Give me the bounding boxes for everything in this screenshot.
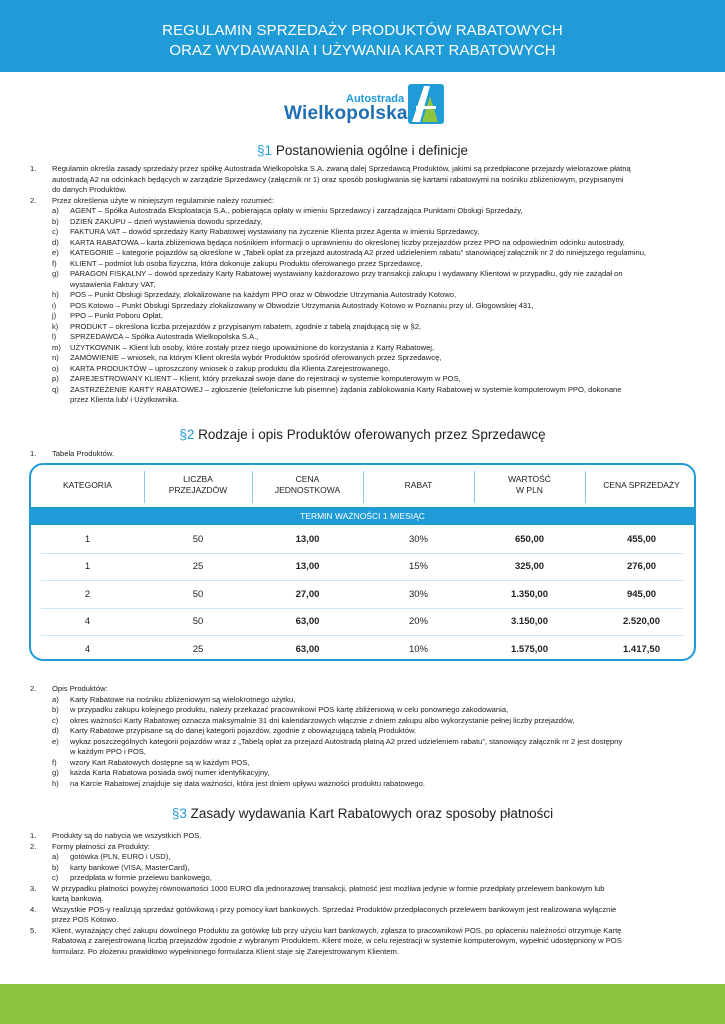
list-item-text: w każdym PPO i POS, xyxy=(70,747,146,756)
table-cell: 325,00 xyxy=(514,561,545,572)
table-cell: 30% xyxy=(408,588,428,600)
list-item-text: POS – Punkt Obsługi Sprzedaży, zlokalizowane na każdym PPO oraz w Obwodzie Utrzymania Autostrady Kotowo, xyxy=(70,290,457,299)
item-number: 3. xyxy=(30,883,37,893)
table-header-cell xyxy=(474,465,585,505)
list-marker: n) xyxy=(52,353,59,362)
document-title-line2: ORAZ WYDAWANIA I UŻYWANIA KART RABATOWYCH xyxy=(169,42,556,59)
item-text: formularz. Po złożeniu prawidłowo wypełnionego formularza Klient staje się Zarejestrowanym Klientem. xyxy=(52,946,399,956)
table-cell: 15% xyxy=(408,561,428,572)
products-table xyxy=(29,463,696,661)
list-item-text: FAKTURA VAT – dowód sprzedaży Karty Rabatowej wystawiany na życzenie Klienta przez Agenta w imieniu Sprzedawcy, xyxy=(70,227,480,236)
list-marker: d) xyxy=(52,726,59,735)
list-item-text: ZASTRZEŻENIE KARTY RABATOWEJ – zgłoszenie (telefoniczne lub pisemne) żądania zablokowania Karty Rabatowej w systemie komputerowym PPO, dokonane xyxy=(70,384,622,394)
company-logo xyxy=(284,84,444,128)
table-header-cell xyxy=(585,465,696,505)
header-label: CENA SPRZEDAŻY xyxy=(603,479,680,490)
item-text: Formy płatności za Produkty: xyxy=(52,841,150,851)
list-item-text: KATEGORIE – kategorie pojazdów są określone w „Tabeli opłat za przejazd autostradą A2 przed udzieleniem rabatu” stanowiącej załącznik nr 2 do niniejszego regulaminu, xyxy=(70,248,647,257)
table-cell: 27,00 xyxy=(295,588,320,600)
list-marker: b) xyxy=(52,705,59,714)
validity-band: TERMIN WAŻNOŚCI 1 MIESIĄC xyxy=(31,507,694,525)
header-label: KATEGORIA xyxy=(63,479,112,490)
list-item-text: POS Kotowo – Punkt Obsługi Sprzedaży zlokalizowany w Obwodzie Utrzymania Autostrady Kotowo w Poznaniu przy ul. Głogowskiej 431, xyxy=(70,300,534,310)
section-title: Rodzaje i opis Produktów oferowanych przez Sprzedawcę xyxy=(198,427,546,442)
footer-band xyxy=(0,984,725,1024)
column-divider xyxy=(252,471,253,503)
list-item-text: PRODUKT – określona liczba przejazdów z przypisanym rabatem, zgodnie z tabelą znajdującą się w §2, xyxy=(70,321,422,331)
table-cell: 63,00 xyxy=(295,643,320,655)
list-item-text: AGENT – Spółka Autostrada Eksploatacja S.A., pobierająca opłaty w imieniu Sprzedawcy i zarządzająca Punktami Obsługi Sprzedaży, xyxy=(70,206,523,215)
column-divider xyxy=(585,471,586,503)
table-cell: 63,00 xyxy=(295,616,320,627)
list-item-text: gotówka (PLN, EURO i USD), xyxy=(70,852,171,861)
item-text: Produkty są do nabycia we wszystkich POS. xyxy=(52,831,202,840)
table-cell: 4 xyxy=(84,643,91,655)
header-label: CENA xyxy=(295,474,320,484)
section-heading xyxy=(0,427,725,442)
list-marker: d) xyxy=(52,237,59,247)
item-number: 1. xyxy=(30,164,37,173)
item-text: Rabatową z zarejestrowaną liczbą przejazdów zgodnie z wybranym Produktem. Klient może, w celu rejestracji w systemie komputerowym, wypełnić udostępniony w POS xyxy=(52,936,622,945)
table-cell: 2 xyxy=(84,588,91,600)
item-number: 5. xyxy=(30,925,37,935)
list-item-text: karty bankowe (VISA, MasterCard), xyxy=(70,862,190,872)
list-marker: o) xyxy=(52,363,59,373)
section-heading xyxy=(0,143,725,158)
table-cell: 945,00 xyxy=(626,588,657,600)
list-marker: h) xyxy=(52,778,59,788)
list-item-text: Karty Rabatowe na nośniku zbliżeniowym są wielokrotnego użytku, xyxy=(70,694,296,704)
list-item-text: przez Klienta lub/ i Użytkownika. xyxy=(70,395,179,404)
list-marker: k) xyxy=(52,321,59,331)
table-cell: 50 xyxy=(192,616,204,627)
section-title: Postanowienia ogólne i definicje xyxy=(275,143,468,158)
item-text: Wszystkie POS-y realizują sprzedaż gotówkową i przy pomocy kart bankowych. Sprzedaż Produktów przedpłaconych przelewem bankowym jest realizowana wyłącznie xyxy=(52,904,617,914)
item-number: 2. xyxy=(30,195,37,205)
list-item-text: KARTA PRODUKTÓW – uproszczony wniosek o zakup produktu dla Klienta Zarejestrowanego, xyxy=(70,363,391,373)
list-marker: j) xyxy=(52,311,57,320)
table-header-cell xyxy=(144,465,252,505)
list-item-text: ZAMÓWIENIE – wniosek, na którym Klient określa wybór Produktów spośród oferowanych przez Sprzedawcę, xyxy=(70,353,442,362)
list-marker: b) xyxy=(52,862,59,872)
column-divider xyxy=(363,471,364,503)
item-text: Regulamin określa zasady sprzedaży przez spółkę Autostrada Wielkopolska S.A. zwaną dalej Sprzedawcą Produktów, jakimi są przedpłacone przejazdy wielorazowe płatną xyxy=(52,164,631,173)
list-marker: f) xyxy=(52,757,57,767)
table-cell: 25 xyxy=(192,643,204,655)
header-label: PRZEJAZDÓW xyxy=(168,485,228,495)
list-item-text: ZAREJESTROWANY KLIENT – Klient, który przekazał swoje dane do rejestracji w systemie komputerowym w POS, xyxy=(70,374,461,383)
row-separator xyxy=(41,553,684,554)
item-number: 2. xyxy=(30,841,37,851)
header-banner xyxy=(0,0,725,72)
column-divider xyxy=(474,471,475,503)
table-cell: 276,00 xyxy=(626,561,657,572)
list-item-text: wzory Kart Rabatowych dostępne są w każdym POS, xyxy=(70,757,250,767)
list-title: Opis Produktów: xyxy=(52,684,108,693)
table-cell: 13,00 xyxy=(295,533,320,545)
table-cell: 1.417,50 xyxy=(623,643,660,655)
item-text: przez POS Kotowo. xyxy=(52,915,119,924)
list-item-text: Karty Rabatowe przypisane są do danej kategorii pojazdów, zgodnie z obowiązującą tabelą Produktów. xyxy=(70,726,417,735)
item-text: kartą bankową. xyxy=(52,894,104,903)
list-marker: b) xyxy=(52,216,59,226)
list-marker: e) xyxy=(52,736,59,746)
table-row xyxy=(31,553,694,581)
list-marker: g) xyxy=(52,269,59,278)
table-cell: 1.350,00 xyxy=(511,588,548,600)
section-title: Zasady wydawania Kart Rabatowych oraz sposoby płatności xyxy=(190,806,554,821)
table-caption: Tabela Produktów. xyxy=(52,449,115,458)
section-number: §1 xyxy=(257,143,273,158)
list-marker: a) xyxy=(52,852,59,861)
table-header-cell xyxy=(363,465,474,505)
item-number: 4. xyxy=(30,904,37,914)
list-item-text: KLIENT – podmiot lub osoba fizyczna, która dokonuje zakupu Produktu oferowanego przez Sprzedawcę, xyxy=(70,258,423,268)
table-cell: 13,00 xyxy=(295,561,320,572)
table-row xyxy=(31,608,694,636)
list-item-text: KARTA RABATOWA – karta zbliżeniowa będąca nośnikiem informacji o uprawnieniu do określonej liczby przejazdów przez PPO na odpowiednim odcinku autostrady, xyxy=(70,237,625,247)
table-row xyxy=(31,580,694,608)
list-item-text: SPRZEDAWCA – Spółka Autostrada Wielkopolska S.A., xyxy=(70,332,259,341)
list-item-text: UŻYTKOWNIK – Klient lub osoby, które zostały przez niego upoważnione do korzystania z Karty Rabatowej, xyxy=(70,342,435,352)
row-separator xyxy=(41,635,684,636)
item-number: 2. xyxy=(30,684,37,693)
list-marker: c) xyxy=(52,715,59,725)
item-text: W przypadku płatności powyżej równowartości 1000 EURO dla jednorazowej transakcji, płatność jest możliwa jedynie w formie przedpłaty przelewem bankowym lub xyxy=(52,883,605,893)
section-heading xyxy=(0,806,725,821)
table-cell: 20% xyxy=(408,616,428,627)
header-label: RABAT xyxy=(404,479,433,490)
list-item-text: wykaz poszczególnych kategorii pojazdów wraz z „Tabelą opłat za przejazd Autostradą płatną A2 przed udzieleniem rabatu”, stanowiący załącznik nr 2 jest dostępny xyxy=(70,736,623,746)
list-item-text: w przypadku zakupu kolejnego produktu, należy przekazać pracownikowi POS kartę zbliżeniową w celu ponownego zakodowania, xyxy=(70,705,509,714)
list-marker: h) xyxy=(52,290,59,299)
table-cell: 25 xyxy=(192,561,204,572)
list-marker: g) xyxy=(52,768,59,777)
column-divider xyxy=(144,471,145,503)
list-marker: e) xyxy=(52,248,59,257)
item-text: Przez określenia użyte w niniejszym regulaminie należy rozumieć: xyxy=(52,195,274,205)
table-cell: 3.150,00 xyxy=(511,616,548,627)
list-marker: i) xyxy=(52,300,57,310)
list-marker: l) xyxy=(52,332,57,341)
header-label: WARTOŚĆ xyxy=(508,474,551,484)
list-item-text: na Karcie Rabatowej znajduje się data ważności, która jest dniem upływu ważności produktu rabatowego. xyxy=(70,778,425,788)
list-marker: m) xyxy=(52,342,61,352)
table-cell: 50 xyxy=(192,533,204,545)
header-label: JEDNOSTKOWA xyxy=(274,485,341,495)
table-header-cell xyxy=(252,465,363,505)
item-text: do danych Produktów. xyxy=(52,185,127,194)
table-row xyxy=(31,635,694,661)
item-number: 1. xyxy=(30,449,37,458)
logo-text-wielkopolska: Wielkopolska xyxy=(284,103,408,124)
row-separator xyxy=(41,608,684,609)
list-marker: q) xyxy=(52,384,59,394)
table-cell: 650,00 xyxy=(514,533,545,545)
list-item-text: okres ważności Karty Rabatowej oznacza maksymalnie 31 dni kalendarzowych włącznie z dniem zakupu albo wykorzystanie pełnej liczby przejazdów, xyxy=(70,715,575,725)
table-cell: 2.520,00 xyxy=(623,616,660,627)
table-cell: 4 xyxy=(84,616,91,627)
list-marker: p) xyxy=(52,374,59,383)
item-number: 1. xyxy=(30,831,37,840)
table-cell: 455,00 xyxy=(626,533,657,545)
list-marker: a) xyxy=(52,206,59,215)
table-cell: 1 xyxy=(84,561,91,572)
table-row xyxy=(31,525,694,553)
header-label: W PLN xyxy=(516,485,543,495)
list-item-text: wystawienia Faktury VAT, xyxy=(70,279,156,289)
table-cell: 1 xyxy=(84,533,91,545)
list-item-text: DZIEŃ ZAKUPU – dzień wystawienia dowodu sprzedaży, xyxy=(70,216,263,226)
highway-a-icon xyxy=(408,84,444,124)
table-header-cell xyxy=(31,465,144,505)
table-cell: 10% xyxy=(408,643,428,655)
row-separator xyxy=(41,580,684,581)
list-item-text: każda Karta Rabatowa posiada swój numer identyfikacyjny, xyxy=(70,768,270,777)
list-item-text: PARAGON FISKALNY – dowód sprzedaży Karty Rabatowej wystawiany każdorazowo przy transakcji zakupu i wydawany Klientowi w przypadku, gdy nie zażądał on xyxy=(70,269,623,278)
list-marker: c) xyxy=(52,227,59,236)
table-cell: 50 xyxy=(192,588,204,600)
list-marker: c) xyxy=(52,873,59,882)
list-marker: f) xyxy=(52,258,57,268)
list-item-text: przedpłata w formie przelewu bankowego, xyxy=(70,873,212,882)
section-number: §2 xyxy=(179,427,195,442)
list-item-text: PPO – Punkt Poboru Opłat, xyxy=(70,311,163,320)
section-number: §3 xyxy=(171,806,187,821)
table-cell: 1.575,00 xyxy=(511,643,548,655)
header-label: LICZBA xyxy=(183,474,213,484)
item-text: Klient, wyrażający chęć zakupu dowolnego Produktu za gotówkę lub przy użyciu kart bankowych, zgłasza to pracownikowi POS, po opłaceniu należności otrzymuje Kartę xyxy=(52,925,622,935)
document-title-line1: REGULAMIN SPRZEDAŻY PRODUKTÓW RABATOWYCH xyxy=(162,22,563,39)
list-marker: a) xyxy=(52,694,59,704)
item-text: autostradą A2 na odcinkach będących w zarządzie Sprzedawcy (załącznik nr 1) oraz sposób posługiwania się kartami rabatowymi na nośniku zbliżeniowym, przypisanymi xyxy=(52,174,624,184)
logo-text-autostrada: Autostrada xyxy=(346,93,405,105)
table-cell: 30% xyxy=(408,533,428,545)
